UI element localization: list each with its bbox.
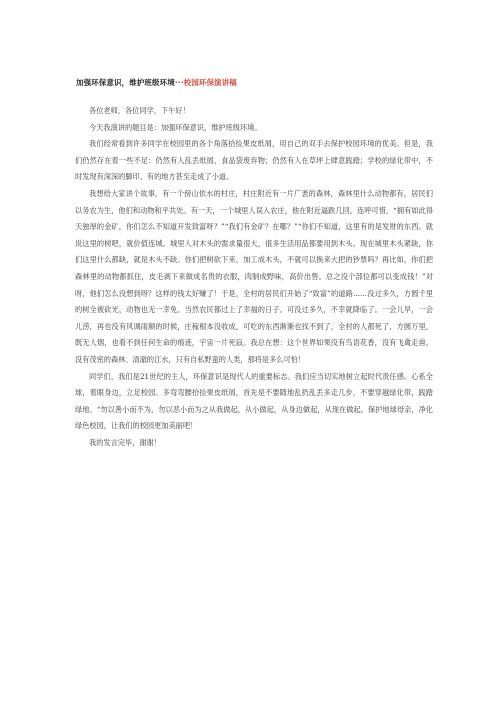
paragraph-closing: 我的发言完毕，谢谢！: [89, 437, 161, 447]
title-accent: ···校园环保演讲稿: [174, 78, 237, 87]
paragraph-topic: 今天我演讲的题目是：加强环保意识，维护班级环境。: [89, 122, 262, 132]
document-title: [76, 77, 237, 88]
paragraph-observation: 我们经常看到许多同学在校园里的各个角落拾捡果皮纸屑，用自己的双手去保护校园环境的优美。但是，我们仍然存在着一些不足：仍然有人乱丢纸屑、食品袋废弃物；仍然有人在草坪上肆意践踏；学校的绿化带中，不时发现有深深的脚印、有的地方甚至走成了小道。: [75, 139, 433, 182]
paragraph-story: 我想给大家讲个故事，有一个傍山依水的村庄，村庄附近有一片广袤的森林，森林里什么动物都有，居民们以务农为生，他们和动物和平共处。有一天，一个城里人误入农庄，他在附近逼跌几回，连呼可惜，“拥有如此得天独厚的金矿，你们怎么不知道开发致富呀？”“我们有金矿？在哪？”“你们不知道，这里有的是发财的东西。就说这里的树吧，就价值连城。城里人对木头的需求量很大，很多生活用品都要用到木头。现在城里木头紧缺，你们这里什么都缺，就是木头不缺。你们把树砍下来，加工成木头，不就可以换来大把的钞票吗？再比如，你们把森林里的动物都抓住，皮毛剥下来做成名贵的衣服，肉制成野味，高价出售。总之没个部位都可以变成钱！”对呀，他们怎么没想到呀？这样的钱太好赚了！于是，全村的居民们开始了“致富”的道路……没过多久，方圆千里的树全被砍光，动物也无一幸免。当然农民都过上了幸福的日子。可没过多久，不幸就降临了。一会儿旱，一会儿涝，再也没有风调雨顺的时候，庄稼根本没收成，可吃的东西渐渐也找不到了，全村的人都死了，方圆万里，既无人烟，也看不到任何生命的痕迹，宇宙一片死寂。我总在想：这个世界如果没有鸟语花香，没有飞禽走兽，没有茂密的森林、清澈的江水，只有自私野蛮的人类，那将是多么可怕！: [75, 188, 433, 364]
title-main: 加强环保意识，维护班级环境: [76, 78, 175, 87]
paragraph-call-to-action: 同学们，我们是21世纪的主人，环保意识是现代人的重要标志。我们应当切实地树立起时代责任感。心系全球，着眼身边，立足校园。多弯弯腰拾捡果皮纸屑，首先是不要随地乱扔乱丢多走几步，不要穿越绿化带，践踏绿地。“勿以善小而不为，勿以恶小而为之从我做起，从小做起，从身边做起，从现在做起，保护地球母亲，净化绿色校园，让我们的校园更加美丽吧！: [75, 371, 433, 431]
document-body: [75, 103, 433, 451]
paragraph-greeting: 各位老师，各位同学，下午好！: [89, 106, 190, 115]
